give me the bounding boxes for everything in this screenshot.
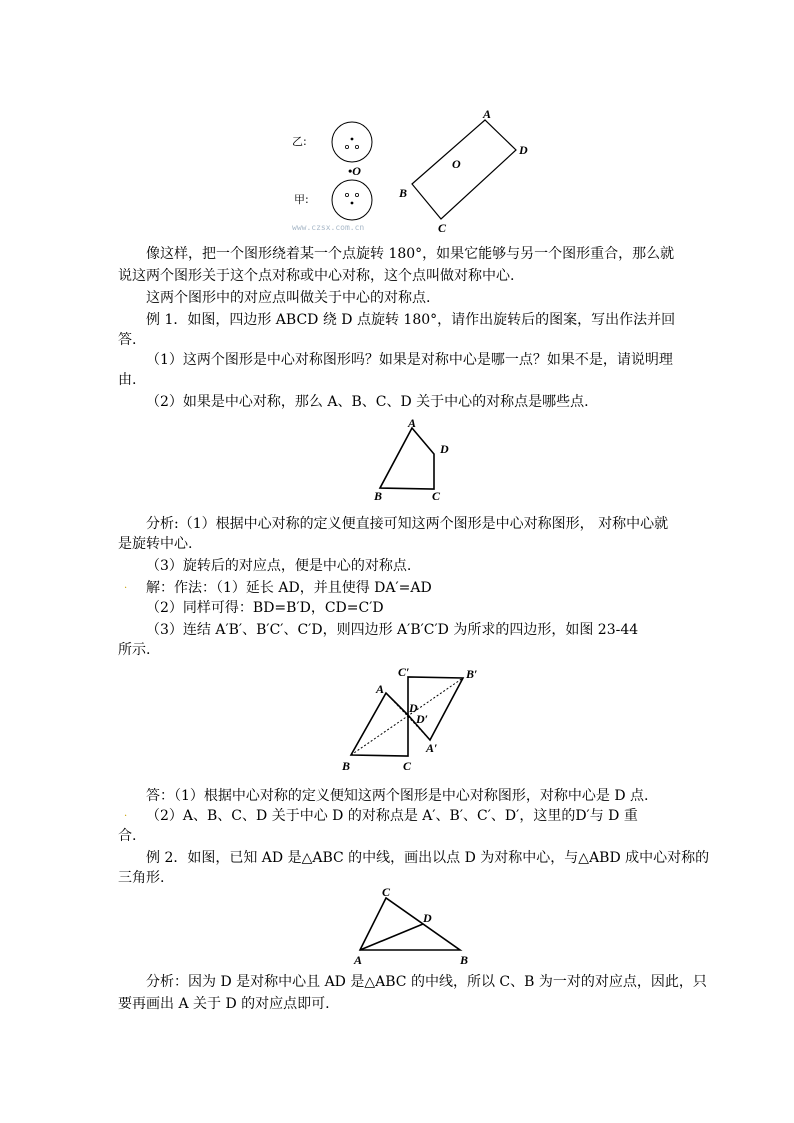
example1-line1: 例 1．如图，四边形 ABCD 绕 D 点旋转 180°，请作出旋转后的图案，写出作法并回 bbox=[146, 312, 676, 328]
label-jia: 甲: bbox=[294, 193, 309, 206]
circle-yi bbox=[332, 122, 372, 162]
label-a: A bbox=[376, 682, 385, 696]
label-c: C bbox=[382, 885, 391, 899]
label-a: A bbox=[354, 953, 363, 967]
figure1-quadrilateral bbox=[412, 120, 516, 219]
figure-triangle-abc bbox=[348, 884, 478, 968]
solution-step3-line2: 所示. bbox=[118, 642, 151, 658]
label-yi: 乙: bbox=[292, 135, 307, 148]
label-c: C bbox=[403, 759, 412, 773]
label-o: O bbox=[452, 157, 461, 171]
answer-line3: 合. bbox=[118, 828, 137, 844]
label-b: B bbox=[374, 489, 383, 503]
label-d: D bbox=[440, 442, 449, 456]
dotted-line-bb2 bbox=[351, 678, 463, 755]
quadrilateral-abcd bbox=[380, 428, 434, 489]
label-a-prime: A′ bbox=[426, 741, 438, 755]
answer-line2: （2）A、B、C、D 关于中心 D 的对称点是 A′、B′、C′、D′，这里的D′与 D 重 bbox=[146, 808, 638, 824]
example2-line1: 例 2．如图，已知 AD 是△ABC 的中线，画出以点 D 为对称中心，与△ABD 成中心对称的 bbox=[146, 850, 710, 866]
analysis-line1: 分析:（1）根据中心对称的定义便直接可知这两个图形是中心对称图形， 对称中心就 bbox=[146, 516, 669, 532]
question1-line2: 由. bbox=[118, 372, 137, 388]
label-b-prime: B′ bbox=[466, 667, 478, 681]
circle-jia bbox=[332, 180, 372, 220]
circle-yi-dot bbox=[345, 145, 348, 148]
label-d: D bbox=[519, 143, 528, 157]
question1-line1: （1）这两个图形是中心对称图形吗？如果是对称中心是哪一点？如果不是，请说明理 bbox=[146, 352, 673, 368]
figure-quadrilateral-abcd bbox=[368, 416, 458, 506]
quadrilateral-abcd bbox=[351, 693, 408, 756]
label-b: B bbox=[399, 186, 408, 200]
label-d: D bbox=[423, 911, 432, 925]
solution-step3-line1: （3）连结 A′B′、B′C′、C′D，则四边形 A′B′C′D 为所求的四边形，如图 23-44 bbox=[146, 622, 639, 638]
paragraph-definition-1: 像这样，把一个图形绕着某一个点旋转 180°，如果它能够与另一个图形重合，那么就 bbox=[146, 246, 675, 262]
circle-jia-dot bbox=[355, 193, 358, 196]
circle-yi-dot bbox=[355, 145, 358, 148]
answer-line1: 答：（1）根据中心对称的定义便知这两个图形是中心对称图形，对称中心是 D 点. bbox=[146, 788, 649, 804]
figure-23-44 bbox=[334, 660, 494, 778]
analysis-line2: 是旋转中心. bbox=[118, 536, 193, 552]
example1-line2: 答. bbox=[118, 332, 137, 348]
circle-jia-dot bbox=[345, 193, 348, 196]
label-c: C bbox=[432, 489, 441, 503]
analysis2-line1: 分析：因为 D 是对称中心且 AD 是△ABC 的中线，所以 C、B 为一对的对应点，因此，只 bbox=[146, 974, 707, 990]
label-a: A bbox=[408, 416, 417, 430]
bullet-dot: . bbox=[124, 808, 128, 819]
label-d: D bbox=[409, 701, 418, 715]
bullet-dot: . bbox=[124, 580, 128, 591]
label-b: B bbox=[342, 759, 351, 773]
paragraph-corresponding-points: 这两个图形中的对应点叫做关于中心的对称点. bbox=[146, 290, 431, 306]
circle-jia-dot bbox=[351, 202, 354, 205]
example2-line2: 三角形. bbox=[118, 870, 165, 886]
triangle-abc bbox=[360, 898, 460, 950]
label-c: C bbox=[438, 221, 447, 235]
solution-step2: （2）同样可得：BD=B′D，CD=C′D bbox=[146, 600, 384, 616]
figure-rotation-symmetry bbox=[280, 102, 540, 242]
center-point-o: •O bbox=[348, 164, 361, 178]
label-c-prime: C′ bbox=[398, 665, 410, 679]
paragraph-definition-2: 说这两个图形关于这个点对称或中心对称，这个点叫做对称中心. bbox=[118, 268, 515, 284]
label-a: A bbox=[483, 107, 492, 121]
question2: （2）如果是中心对称，那么 A、B、C、D 关于中心的对称点是哪些点. bbox=[146, 394, 589, 410]
watermark: www.czsx.com.cn bbox=[292, 223, 365, 232]
median-ad bbox=[360, 924, 423, 950]
analysis-line3: （3）旋转后的对应点，便是中心的对称点. bbox=[146, 558, 412, 574]
solution-step1: 解：作法：（1）延长 AD，并且使得 DA′=AD bbox=[146, 580, 432, 596]
circle-yi-dot bbox=[351, 138, 354, 141]
analysis2-line2: 要再画出 A 关于 D 的对应点即可. bbox=[118, 996, 330, 1012]
label-d-prime: D′ bbox=[416, 712, 429, 726]
label-b: B bbox=[460, 953, 469, 967]
